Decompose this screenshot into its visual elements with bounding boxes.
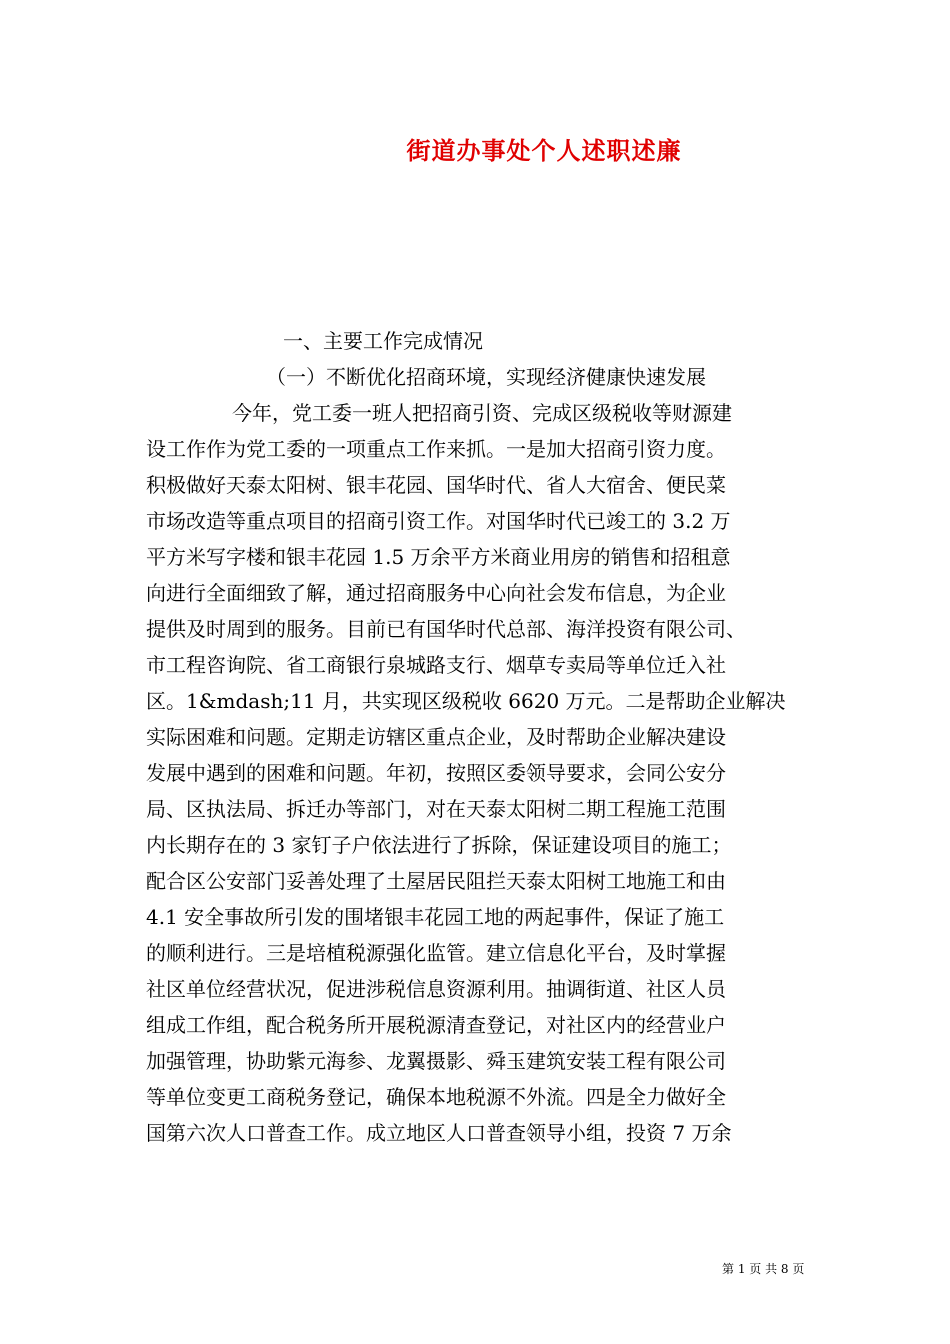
body-line: 4.1 安全事故所引发的围堵银丰花园工地的两起事件，保证了施工 xyxy=(146,905,725,929)
body-line: 实际困难和问题。定期走访辖区重点企业，及时帮助企业解决建设 xyxy=(146,725,726,749)
page-number: 第 1 页 共 8 页 xyxy=(722,1262,805,1276)
subsection-heading: （一）不断优化招商环境，实现经济健康快速发展 xyxy=(266,365,706,389)
body-line: 局、区执法局、拆迁办等部门，对在天泰太阳树二期工程施工范围 xyxy=(146,797,726,821)
body-line: 区。1&mdash;11 月，共实现区级税收 6620 万元。二是帮助企业解决 xyxy=(146,689,786,713)
body-line: 国第六次人口普查工作。成立地区人口普查领导小组，投资 7 万余 xyxy=(146,1121,732,1145)
body-line: 内长期存在的 3 家钉子户依法进行了拆除，保证建设项目的施工； xyxy=(146,833,732,857)
body-line: 提供及时周到的服务。目前已有国华时代总部、海洋投资有限公司、 xyxy=(146,617,746,641)
body-line: 配合区公安部门妥善处理了土屋居民阻拦天泰太阳树工地施工和由 xyxy=(146,869,726,893)
body-line: 社区单位经营状况，促进涉税信息资源利用。抽调街道、社区人员 xyxy=(146,977,726,1001)
body-line: 组成工作组，配合税务所开展税源清查登记，对社区内的经营业户 xyxy=(146,1013,726,1037)
body-line: 发展中遇到的困难和问题。年初，按照区委领导要求，会同公安分 xyxy=(146,761,726,785)
body-line: 向进行全面细致了解，通过招商服务中心向社会发布信息，为企业 xyxy=(146,581,726,605)
document-title: 街道办事处个人述职述廉 xyxy=(406,136,682,165)
body-line: 设工作作为党工委的一项重点工作来抓。一是加大招商引资力度。 xyxy=(146,437,726,461)
body-line: 加强管理，协助紫元海参、龙翼摄影、舜玉建筑安装工程有限公司 xyxy=(146,1049,726,1073)
body-line: 的顺利进行。三是培植税源强化监管。建立信息化平台，及时掌握 xyxy=(146,941,726,965)
body-line: 等单位变更工商税务登记，确保本地税源不外流。四是全力做好全 xyxy=(146,1085,726,1109)
body-line: 平方米写字楼和银丰花园 1.5 万余平方米商业用房的销售和招租意 xyxy=(146,545,731,569)
body-line: 市工程咨询院、省工商银行泉城路支行、烟草专卖局等单位迁入社 xyxy=(146,653,726,677)
body-line: 今年，党工委一班人把招商引资、完成区级税收等财源建 xyxy=(232,401,732,425)
body-line: 积极做好天泰太阳树、银丰花园、国华时代、省人大宿舍、便民菜 xyxy=(146,473,726,497)
body-line: 市场改造等重点项目的招商引资工作。对国华时代已竣工的 3.2 万 xyxy=(146,509,731,533)
section-heading: 一、主要工作完成情况 xyxy=(283,329,483,353)
